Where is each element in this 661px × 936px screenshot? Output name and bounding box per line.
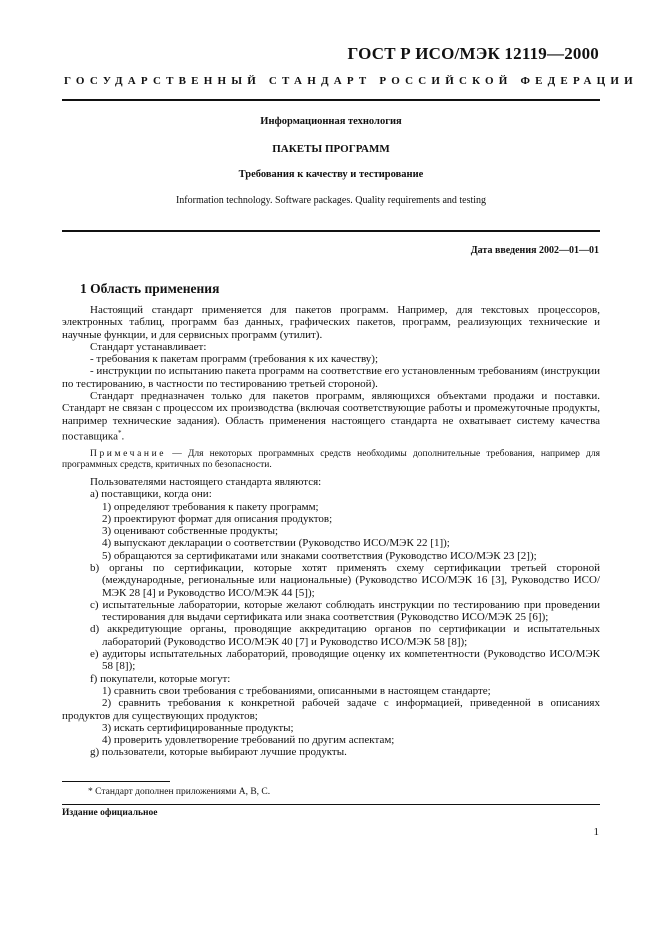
list-item: b) органы по сертификации, которые хотят применять схему сертификации третьей стороной (международные, региональные или национальные) (Руководство ИСО/МЭК 16 [3], Руководство ИСО/МЭК 28 [4] и Руководство ИСО/МЭК 44 [5]); [90,562,600,599]
section-body [62,304,600,759]
note-label: Примечание [90,448,167,459]
note-text: — Для некоторых программных средств необходимы дополнительные требования, например для программных средств, критичных по безопасности. [62,448,600,470]
top-rule [62,99,600,101]
state-standard-banner: ГОСУДАРСТВЕННЫЙ СТАНДАРТ РОССИЙСКОЙ ФЕДЕРАЦИИ [64,75,638,87]
footnote-mark: * [117,428,122,437]
paragraph: Настоящий стандарт применяется для пакетов программ. Например, для текстовых процессоров, электронных таблиц, программ баз данных, графических пакетов, программ, реализующих технические и научные функции, и для сервисных программ (утилит). [62,304,600,341]
edition-label: Издание официальное [62,808,158,818]
list-item: а) поставщики, когда они: [90,488,212,501]
gost-code: ГОСТ Р ИСО/МЭК 12119—2000 [347,44,599,63]
note [62,449,600,471]
list-item: 1) сравнить свои требования с требованиями, описанными в настоящем стандарте; [102,684,491,697]
title-subtitle: Требования к качеству и тестирование [238,169,424,180]
paragraph: - требования к пакетам программ (требования к их качеству); [90,353,379,366]
section-heading: 1 Область применения [80,281,220,296]
title-english: Information technology. Software packages. Quality requirements and testing [175,195,487,206]
footnote-rule [62,781,170,782]
paragraph-end: . [121,430,125,443]
paragraph: Стандарт устанавливает: [90,340,207,353]
list-item: 4) выпускают декларации о соответствии (Руководство ИСО/МЭК 22 [1]); [102,537,450,550]
list-item: 2) сравнить требования к конкретной рабочей задаче с информацией, приведенной в описаниях продуктов для существующих продуктов; [62,697,600,722]
list-item: 1) определяют требования к пакету программ; [102,500,319,513]
list-item: g) пользователи, которые выбирают лучшие продукты. [90,746,347,759]
paragraph: - инструкции по испытанию пакета программ на соответствие его установленным требованиям (инструкции по тестированию, в частности по тестированию третьей стороной). [62,365,600,390]
list-item: f) покупатели, которые могут: [90,672,231,685]
footnote: * Стандарт дополнен приложениями А, В, С. [88,787,271,797]
list-item: 4) проверить удовлетворение требований по другим аспектам; [102,734,395,747]
list-item: d) аккредитующие органы, проводящие аккредитацию органов по сертификации и испытательных лабораторий (Руководство ИСО/МЭК 40 [7] и Руководство ИСО/МЭК 58 [8]); [90,623,600,648]
title-bottom-rule [62,230,600,232]
title-main: ПАКЕТЫ ПРОГРАММ [272,143,390,155]
list-item: e) аудиторы испытательных лабораторий, проводящие оценку их компетентности (Руководство ИСО/МЭК 58 [8]); [90,648,600,673]
paragraph: Пользователями настоящего стандарта являются: [90,475,322,488]
list-item: 3) оценивают собственные продукты; [102,525,279,538]
page-number: 1 [593,826,599,838]
list-item: 5) обращаются за сертификатами или знаками соответствия (Руководство ИСО/МЭК 23 [2]); [102,549,537,562]
list-item: 2) проектируют формат для описания продуктов; [102,512,333,525]
paragraph [62,390,600,443]
title-topic: Информационная технология [260,116,402,127]
introduction-date: Дата введения 2002—01—01 [470,245,599,256]
list-item: 3) искать сертифицированные продукты; [102,721,294,734]
paragraph-text: Стандарт предназначен только для пакетов программ, являющихся объектами продажи и поставки. Стандарт не связан с процессом их производства (включая соответствующие работы и промежуточные продукты, например технические задания). Область применения настоящего стандарта не охватывает систему качества поставщика [62,390,600,443]
list-item: c) испытательные лаборатории, которые желают соблюдать инструкции по тестированию при проведении тестирования для выдачи сертификата или знака соответствия (Руководство ИСО/МЭК 25 [6]); [90,598,600,624]
bottom-rule [62,804,600,805]
